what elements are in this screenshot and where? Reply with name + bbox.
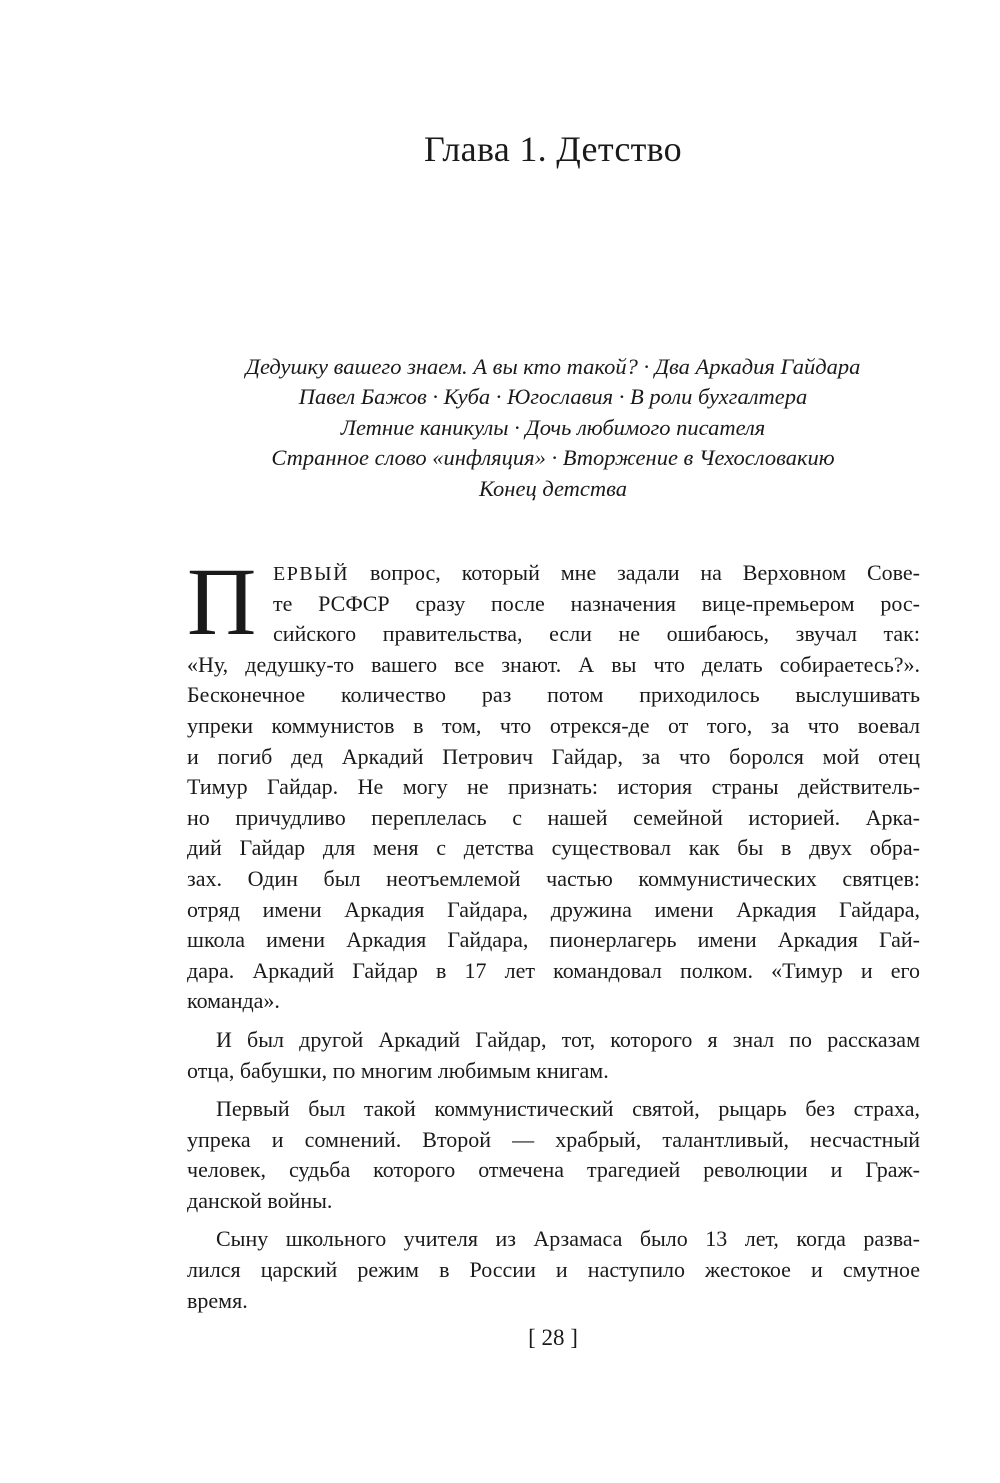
paragraph xyxy=(187,1224,920,1316)
text-fragment: вопрос, который мне задали на Верховном Сове- xyxy=(349,560,920,585)
paragraph xyxy=(187,1094,920,1216)
text-line: упреки коммунистов в том, что отрекся-де от того, за что воевал xyxy=(187,712,920,738)
small-caps-word: ЕРВЫЙ xyxy=(273,563,350,585)
text-line: Бесконечное количество раз потом приходилось выслушивать xyxy=(187,682,920,708)
text-line: команда». xyxy=(187,988,280,1014)
text-line: отряд имени Аркадия Гайдара, дружина имени Аркадия Гайдара, xyxy=(187,896,920,922)
text-line: зах. Один был неотъемлемой частью коммунистических святцев: xyxy=(187,865,920,891)
text-line: школа имени Аркадия Гайдара, пионерлагерь имени Аркадия Гай- xyxy=(187,927,920,953)
text-line xyxy=(187,558,920,589)
page-number: [ 28 ] xyxy=(528,1325,578,1350)
text-line: время. xyxy=(187,1287,248,1313)
text-line: лился царский режим в России и наступило жестокое и смутное xyxy=(187,1257,920,1283)
epigraph-line: Дедушку вашего знаем. А вы кто такой? · Два Аркадия Гайдара xyxy=(245,354,861,379)
text-line: те РСФСР сразу после назначения вице-премьером рос- xyxy=(273,590,920,616)
text-line: отца, бабушки, по многим любимым книгам. xyxy=(187,1057,609,1083)
epigraph-line: Странное слово «инфляция» · Вторжение в Чехословакию xyxy=(271,445,835,471)
epigraph-line: Летние каникулы · Дочь любимого писателя xyxy=(340,414,766,440)
paragraph xyxy=(187,1025,920,1086)
text-line: дий Гайдар для меня с детства существовал как бы в двух обра- xyxy=(187,835,920,861)
body-text xyxy=(187,548,920,1324)
text-line: человек, судьба которого отмечена трагедией революции и Граж- xyxy=(187,1157,920,1183)
text-line: сийского правительства, если не ошибаюсь, звучал так: xyxy=(273,621,920,647)
epigraph-line: Конец детства xyxy=(478,475,628,501)
text-line: Первый был такой коммунистический святой, рыцарь без страха, xyxy=(216,1096,920,1122)
text-line: Тимур Гайдар. Не могу не признать: история страны действитель- xyxy=(187,774,920,800)
text-line: данской войны. xyxy=(187,1187,333,1213)
drop-cap: П xyxy=(187,548,257,655)
text-line: дара. Аркадий Гайдар в 17 лет командовал полком. «Тимур и его xyxy=(187,957,920,983)
text-line: «Ну, дедушку-то вашего все знают. А вы что делать собираетесь?». xyxy=(187,651,920,677)
text-line: но причудливо переплелась с нашей семейной историей. Арка- xyxy=(187,804,920,830)
text-line: и погиб дед Аркадий Петрович Гайдар, за что боролся мой отец xyxy=(187,743,920,769)
epigraph-line: Павел Бажов · Куба · Югославия · В роли бухгалтера xyxy=(298,384,808,410)
text-line: упрека и сомнений. Второй — храбрый, талантливый, несчастный xyxy=(187,1126,920,1152)
chapter-epigraph xyxy=(0,352,1000,504)
paragraph xyxy=(187,548,920,1017)
text-line: Сыну школьного учителя из Арзамаса было 13 лет, когда разва- xyxy=(216,1226,920,1252)
chapter-title: Глава 1. Детство xyxy=(424,129,682,169)
text-line: И был другой Аркадий Гайдар, тот, которого я знал по рассказам xyxy=(216,1026,920,1052)
